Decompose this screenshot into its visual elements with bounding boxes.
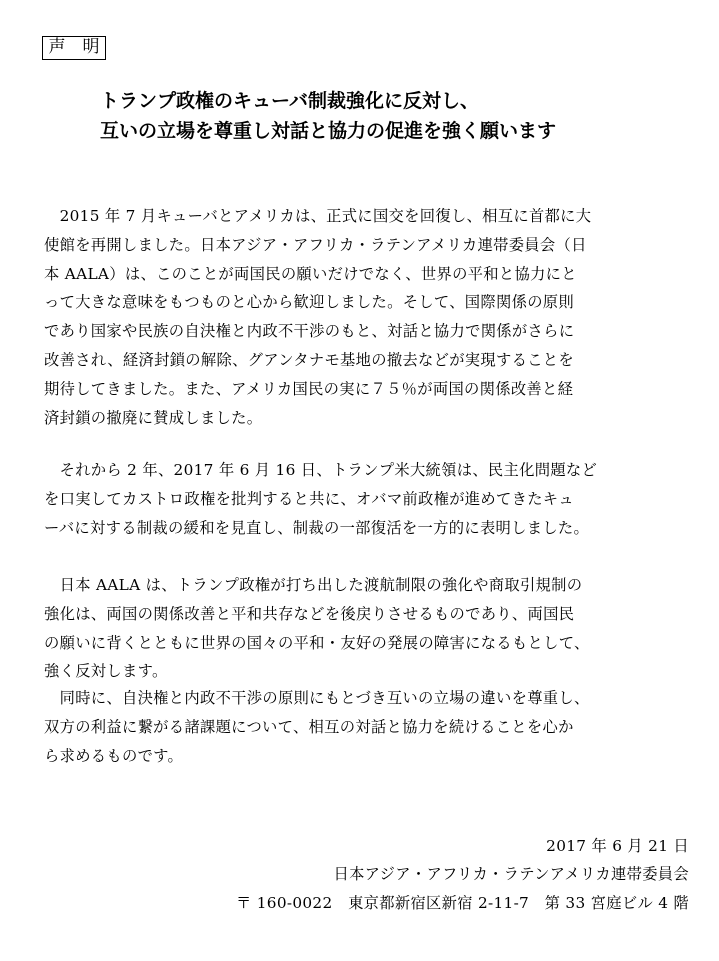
signature-address: 〒 160-0022 東京都新宿区新宿 2-11-7 第 33 宮庭ビル 4 階 xyxy=(236,894,689,912)
title-line-1: トランプ政権のキューバ制裁強化に反対し、 xyxy=(100,90,480,112)
paragraph-3: 日本 AALA は、トランプ政権が打ち出した渡航制限の強化や商取引規制の 強化は、両国の関係改善と平和共存などを後戻りさせるものであり、両国民 の願いに背くとともに世界の国々の平和・友好の発展の障害になるもとして、 強く反対します。 xyxy=(44,576,590,681)
signature-organization: 日本アジア・アフリカ・ラテンアメリカ連帯委員会 xyxy=(333,865,689,883)
paragraph-1: 2015 年 7 月キューバとアメリカは、正式に国交を回復し、相互に首都に大 使館を再開しました。日本アジア・アフリカ・ラテンアメリカ連帯委員会（日 本 AALA）は、このことが両国民の願いだけでなく、世界の平和と協力にと って大きな意味をもつものと心から歓迎しました。そして、国際関係の原則 であり国家や民族の自決権と内政不干渉のもと、対話と協力で関係がさらに 改善され、経済封鎖の解除、グアンタナモ基地の撤去などが実現することを 期待してきました。また、アメリカ国民の実に７５％が両国の関係改善と経 済封鎖の撤廃に賛成しました。 xyxy=(44,207,592,427)
title-line-2: 互いの立場を尊重し対話と協力の促進を強く願います xyxy=(100,120,557,142)
statement-label: 声 明 xyxy=(42,36,106,60)
paragraph-2: それから 2 年、2017 年 6 月 16 日、トランプ米大統領は、民主化問題など を口実してカストロ政権を批判すると共に、オバマ前政権が進めてきたキュ ーバに対する制裁の緩和を見直し、制裁の一部復活を一方的に表明しました。 xyxy=(44,461,598,537)
paragraph-4: 同時に、自決権と内政不干渉の原則にもとづき互いの立場の違いを尊重し、 双方の利益に繋がる諸課題について、相互の対話と協力を続けることを心か ら求めるものです。 xyxy=(44,689,590,765)
signature-date: 2017 年 6 月 21 日 xyxy=(546,837,689,855)
